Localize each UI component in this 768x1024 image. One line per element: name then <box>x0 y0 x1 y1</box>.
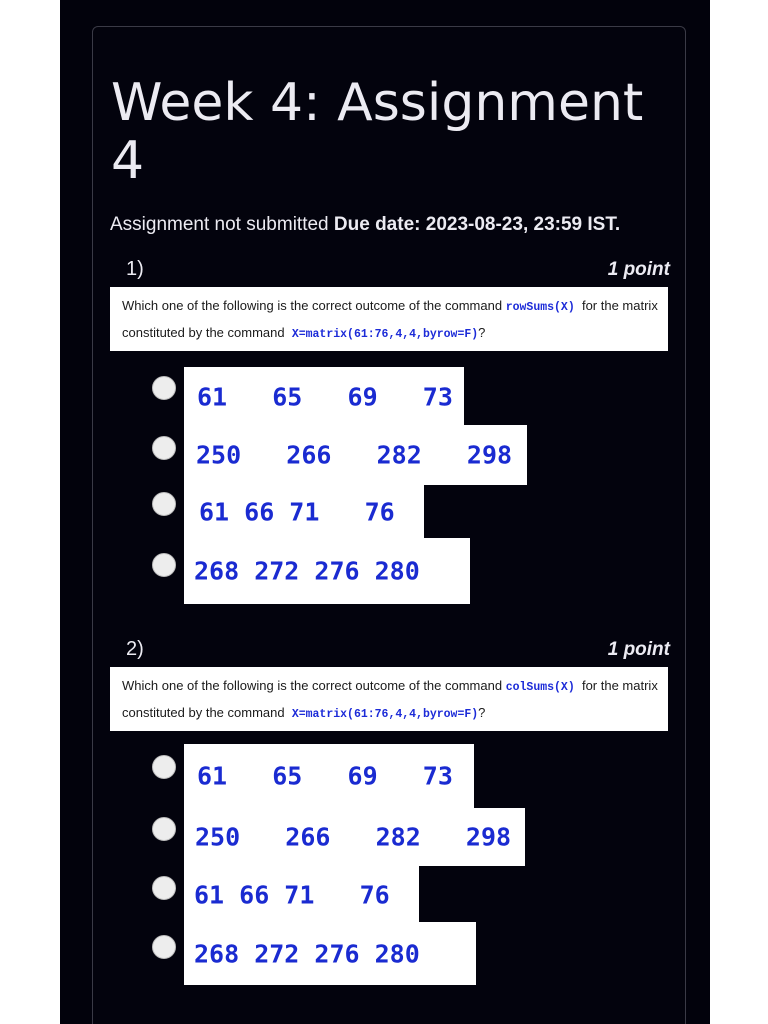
question-2-option-4[interactable]: 268 272 276 280 <box>184 922 476 985</box>
question-2-number: 2) <box>126 638 144 660</box>
question-1-points: 1 point <box>607 259 670 280</box>
question-1-text: Which one of the following is the correct outcome of the command rowSums(X) for the matrix constituted by the command X=matrix(61:76,4,4,byrow=F)? <box>110 287 668 351</box>
question-1-option-1-radio[interactable] <box>152 376 176 400</box>
question-1-option-4-radio[interactable] <box>152 553 176 577</box>
status-text: Assignment not submitted <box>110 214 329 235</box>
due-date: Due date: 2023-08-23, 23:59 IST. <box>333 214 621 235</box>
question-1-option-2[interactable]: 250 266 282 298 <box>184 425 527 485</box>
question-1-matrix-command: X=matrix(61:76,4,4,byrow=F) <box>291 328 479 341</box>
submission-status <box>110 214 620 236</box>
question-1-number: 1) <box>126 258 144 280</box>
question-2-option-4-radio[interactable] <box>152 935 176 959</box>
question-2-text: Which one of the following is the correct outcome of the command colSums(X) for the matrix constituted by the command X=matrix(61:76,4,4,byrow=F)? <box>110 667 668 731</box>
question-2-option-1[interactable]: 61 65 69 73 <box>184 744 474 808</box>
question-2-option-3[interactable]: 61 66 71 76 <box>184 866 419 924</box>
question-1-option-1[interactable]: 61 65 69 73 <box>184 367 464 427</box>
question-1-option-3[interactable]: 61 66 71 76 <box>184 483 424 541</box>
question-1-command: rowSums(X) <box>505 301 575 314</box>
page-title: Week 4: Assignment 4 <box>111 73 644 191</box>
question-2-command: colSums(X) <box>505 681 575 694</box>
question-2-option-2-radio[interactable] <box>152 817 176 841</box>
assignment-page <box>60 0 710 1024</box>
question-1-option-2-radio[interactable] <box>152 436 176 460</box>
question-2-option-3-radio[interactable] <box>152 876 176 900</box>
question-1-option-3-radio[interactable] <box>152 492 176 516</box>
question-2-matrix-command: X=matrix(61:76,4,4,byrow=F) <box>291 708 479 721</box>
question-2-points: 1 point <box>607 639 670 660</box>
question-1-option-4[interactable]: 268 272 276 280 <box>184 538 470 604</box>
question-2-option-2[interactable]: 250 266 282 298 <box>184 808 525 866</box>
question-2-option-1-radio[interactable] <box>152 755 176 779</box>
